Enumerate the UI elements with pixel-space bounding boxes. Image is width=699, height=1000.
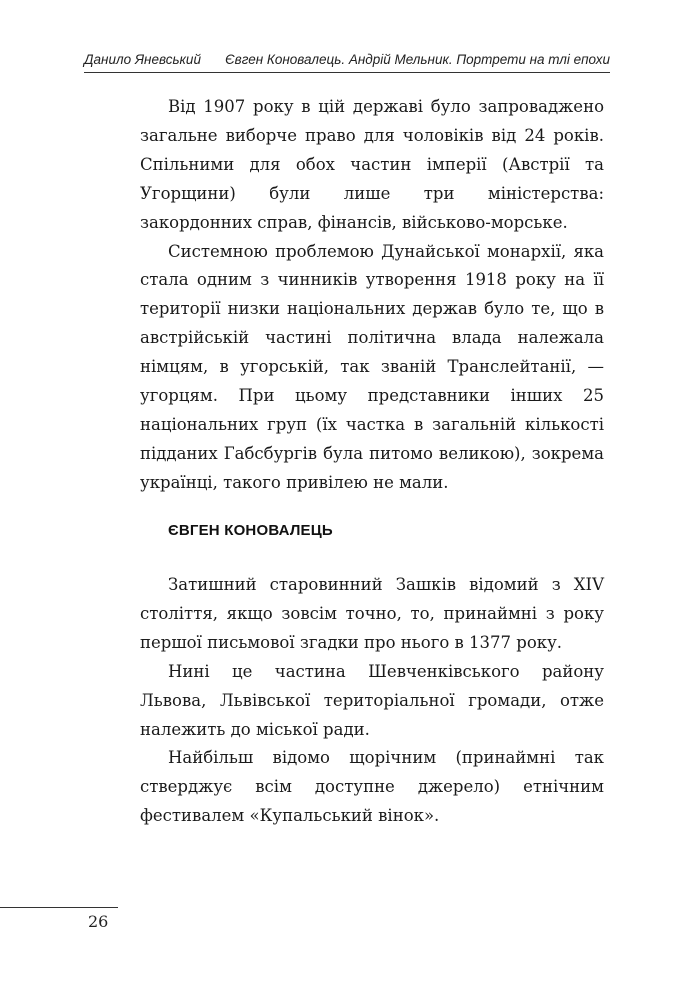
footer-divider bbox=[0, 907, 118, 908]
paragraph: Від 1907 року в цій державі було запроваджено загальне виборче право для чоловіків від 24 років. Спільними для обох частин імперії (Австрії та Угорщини) були лише три міністерства: закордонних справ, фінансів, військово-морське. bbox=[140, 97, 604, 232]
paragraph: Нині це частина Шевченківського району Львова, Львівської територіальної громади, отже належить до міської ради. bbox=[140, 661, 604, 739]
header-book-title: Євген Коновалець. Андрій Мельник. Портрети на тлі епохи bbox=[225, 52, 610, 67]
page-number: 26 bbox=[88, 912, 109, 931]
running-header bbox=[84, 52, 610, 67]
header-divider bbox=[84, 72, 610, 73]
section-intro-text bbox=[140, 93, 604, 498]
paragraph: Найбільш відомо щорічним (принаймні так стверджує всім доступне джерело) етнічним фестивалем «Купальський вінок». bbox=[140, 748, 604, 826]
paragraph: Затишний старовинний Зашків відомий з XIV століття, якщо зовсім точно, то, принаймні з року першої письмової згадки про нього в 1377 року. bbox=[140, 575, 604, 652]
paragraph: Системною проблемою Дунайської монархії, яка стала одним з чинників утворення 1918 року на її території низки національних держав було те, що в австрійській частині політична влада належала німцям, в угорській, так званій Транслейтанії, — угорцям. При цьому представники інших 25 національних груп (їх частка в загальній кількості підданих Габсбургів була питомо великою), зокрема українці, такого привілею не мали. bbox=[140, 241, 604, 492]
section-konovalets-text bbox=[140, 571, 604, 831]
section-heading: ЄВГЕН КОНОВАЛЕЦЬ bbox=[168, 522, 333, 539]
header-author: Данило Яневський bbox=[84, 52, 201, 67]
